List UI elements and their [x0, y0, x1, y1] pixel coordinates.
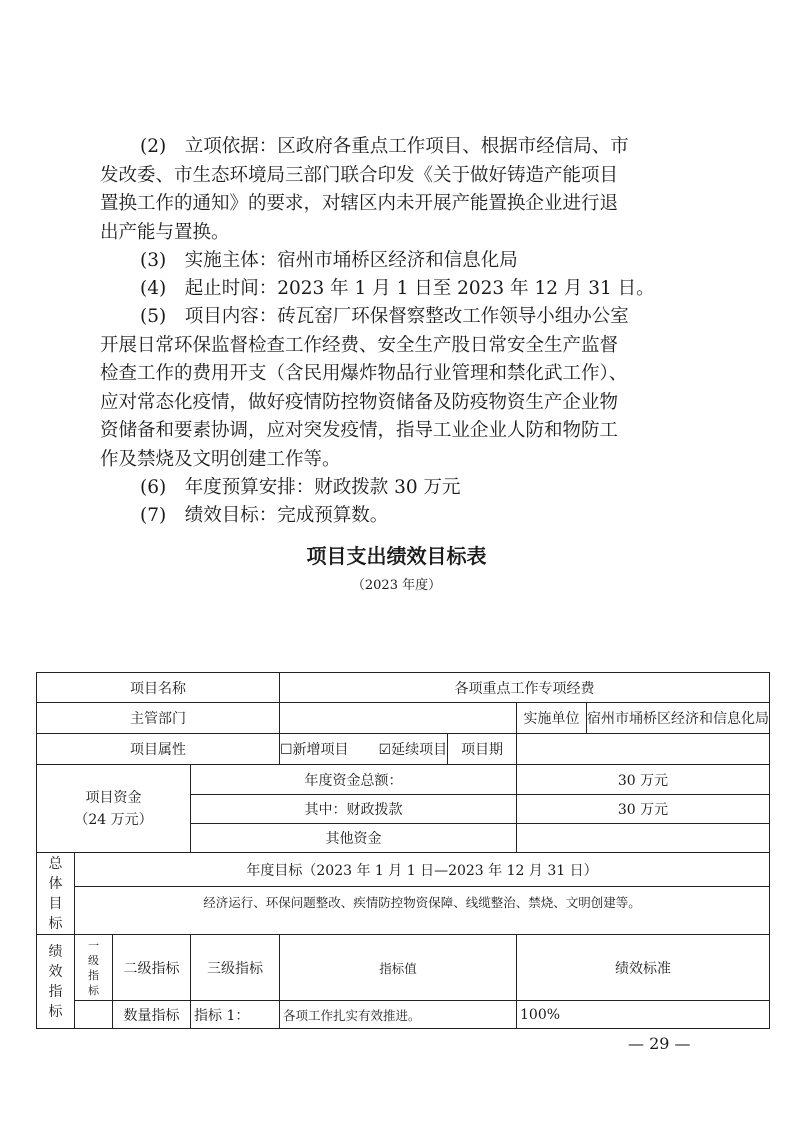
level3-header: 三级指标 — [191, 935, 280, 1001]
table-title: 项目支出绩效目标表 — [306, 544, 487, 568]
paragraph-line: (7) 绩效目标：完成预算数。 — [140, 505, 389, 526]
paragraph-3 — [100, 247, 698, 276]
continued-project-checkbox[interactable]: ☑延续项目 — [378, 742, 448, 758]
row1-value: 各项工作扎实有效推进。 — [280, 1001, 517, 1029]
standard-header: 绩效标准 — [517, 935, 770, 1001]
row1-level2: 数量指标 — [113, 1001, 191, 1029]
paragraph-line: (4) 起止时间：2023 年 1 月 1 日至 2023 年 12 月 31 日。 — [140, 278, 655, 299]
paragraph-line: (3) 实施主体：宿州市埇桥区经济和信息化局 — [140, 250, 518, 271]
attr-options — [280, 734, 447, 764]
fund-label-line-1: 项目资金 — [85, 789, 142, 806]
paragraph-5 — [100, 303, 698, 474]
impl-label: 实施单位 — [517, 703, 587, 733]
paragraph-2 — [100, 133, 698, 247]
project-name-label: 项目名称 — [37, 673, 280, 703]
row1-level1 — [75, 1001, 113, 1029]
paragraph-4 — [100, 275, 698, 304]
attr-cell — [280, 734, 517, 765]
table-subtitle: （2023 年度） — [351, 578, 442, 593]
project-name-value: 各项重点工作专项经费 — [280, 673, 770, 703]
dept-value — [280, 703, 517, 734]
row1-standard: 100% — [517, 1001, 770, 1029]
fund-total-value: 30 万元 — [517, 765, 770, 795]
value-header: 指标值 — [280, 935, 517, 1001]
period-label: 项目期 — [447, 734, 516, 764]
goal-content: 经济运行、环保问题整改、疾情防控物资保障、线缆整治、禁烧、文明创建等。 — [75, 887, 770, 935]
paragraph-line: 检查工作的费用开支（含民用爆炸物品行业管理和禁化武工作）、 — [100, 363, 628, 384]
paragraph-line: 开展日常环保监督检查工作经费、安全生产股日常安全生产监督 — [100, 334, 619, 356]
paragraph-7 — [100, 502, 698, 531]
fund-fiscal-value: 30 万元 — [517, 795, 770, 824]
attr-label: 项目属性 — [37, 734, 280, 765]
paragraph-line: 置换工作的通知》的要求，对辖区内未开展产能置换企业进行退 — [100, 193, 619, 214]
paragraph-line: 出产能与置换。 — [100, 221, 230, 243]
paragraph-line: 应对常态化疫情，做好疫情防控物资储备及防疫物资生产企业物 — [100, 391, 619, 413]
paragraph-line: (6) 年度预算安排：财政拨款 30 万元 — [140, 477, 461, 498]
level1-header: 一 级 指 标 — [75, 935, 113, 1001]
level2-header: 二级指标 — [113, 935, 191, 1001]
row1-level3: 指标 1： — [191, 1001, 280, 1029]
impl-cell — [517, 703, 770, 734]
paragraph-line: 资储备和要素协调，应对突发疫情，指导工业企业人防和物防工 — [100, 420, 619, 441]
paragraph-line: 发改委、市生态环境局三部门联合印发《关于做好铸造产能项目 — [100, 164, 619, 186]
fund-other-label: 其他资金 — [191, 824, 517, 853]
page-number: — 29 — — [628, 1034, 691, 1053]
impl-value: 宿州市埇桥区经济和信息化局 — [587, 711, 769, 727]
annual-goal: 年度目标（2023 年 1 月 1 日—2023 年 12 月 31 日） — [75, 853, 770, 887]
paragraph-line: (2) 立项依据：区政府各重点工作项目、根据市经信局、市 — [140, 136, 629, 157]
fund-label — [37, 765, 191, 853]
performance-table — [36, 672, 770, 1029]
paragraph-6 — [100, 474, 698, 503]
fund-label-line-2: （24 万元） — [74, 811, 153, 828]
fund-total-label: 年度资金总额： — [191, 765, 517, 795]
perf-indicator-label: 绩 效 指 标 — [37, 935, 75, 1029]
paragraph-line: (5) 项目内容：砖瓦窑厂环保督察整改工作领导小组办公室 — [140, 306, 629, 327]
new-project-checkbox[interactable]: ☐新增项目 — [280, 742, 349, 758]
fund-fiscal-label: 其中：财政拨款 — [191, 795, 517, 824]
dept-label: 主管部门 — [37, 703, 280, 734]
overall-goal-label: 总 体 目 标 — [37, 853, 75, 935]
fund-other-value — [517, 824, 770, 853]
period-value — [517, 734, 770, 765]
paragraph-line: 作及禁烧及文明创建工作等。 — [100, 448, 341, 470]
